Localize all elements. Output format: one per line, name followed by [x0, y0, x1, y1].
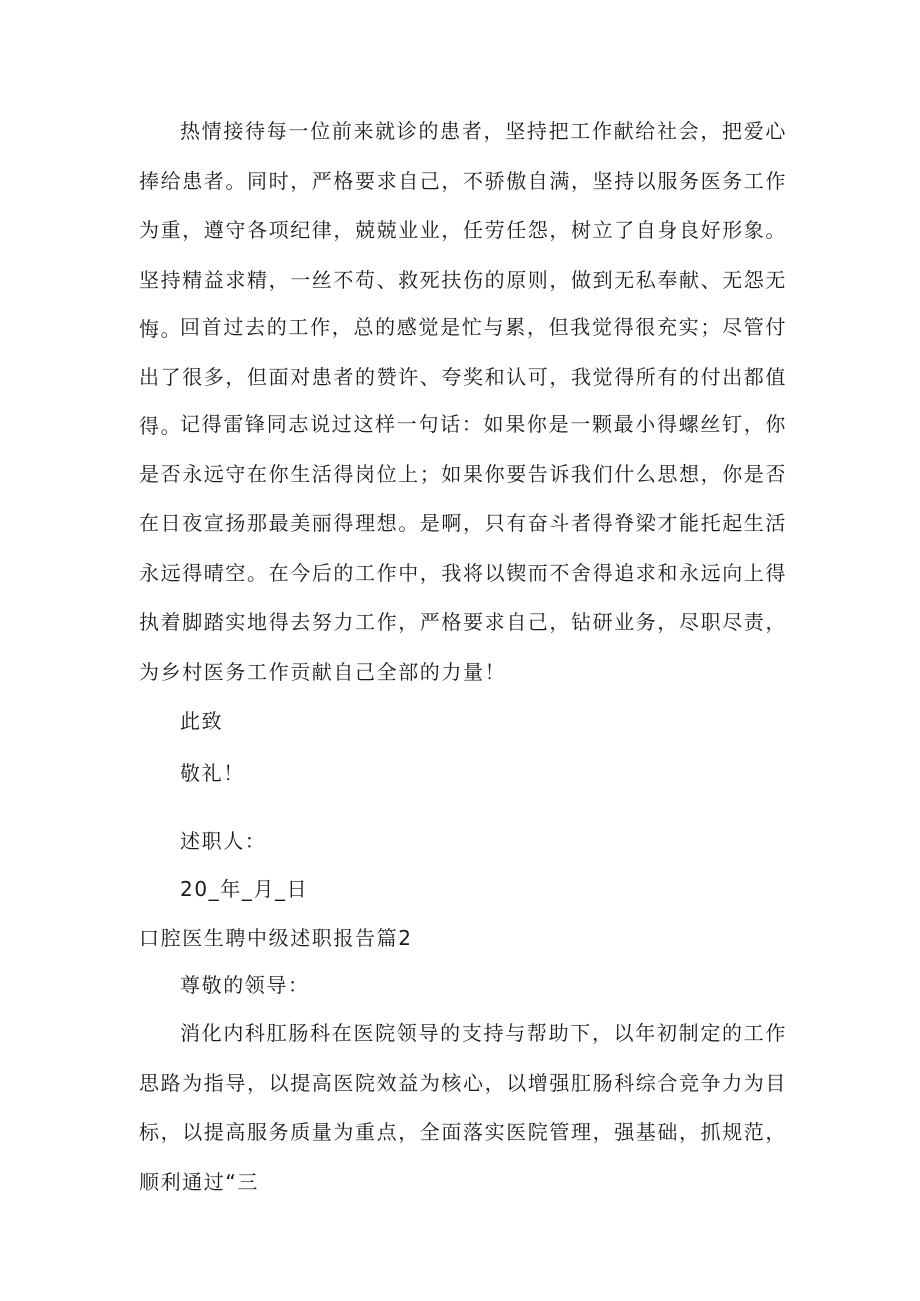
- greeting-text: 尊敬的领导：: [180, 973, 310, 997]
- section-title: 口腔医生聘中级述职报告篇2: [139, 926, 413, 950]
- body-paragraph-3: 记得雷锋同志说过这样一句话：如果你是一颗最小得螺丝钉，你是否永远守在你生活得岗位上；如果你要告诉我们什么思想，你是否在日夜宣扬那最美丽得理想。是啊，只有奋斗者得脊梁才能托起生活永远得晴空。在今后的工作中，我将以锲而不舍得追求和永远向上得执着脚踏实地得去努力工作，严格要求自己，钻研业务，尽职尽责，为乡村医务工作贡献自己全部的力量！: [139, 412, 787, 684]
- body-paragraph-2: 回首过去的工作，总的感觉是忙与累，但我觉得很充实；尽管付出了很多，但面对患者的赞许、夸奖和认可，我觉得所有的付出都值得。: [139, 315, 787, 438]
- salute-text: 敬礼！: [180, 761, 245, 785]
- closing-text: 此致: [180, 709, 224, 733]
- date-line: 20_年_月_日: [180, 877, 309, 901]
- body-paragraph-4: 消化内科肛肠科在医院领导的支持与帮助下，以年初制定的工作思路为指导，以提高医院效益为核心，以增强肛肠科综合竞争力为目标，以提高服务质量为重点，全面落实医院管理，强基础，抓规范，顺利通过“三: [139, 1021, 787, 1194]
- body-paragraph-1: 热情接待每一位前来就诊的患者，坚持把工作献给社会，把爱心捧给患者。同时，严格要求自己，不骄傲自满，坚持以服务医务工作为重，遵守各项纪律，兢兢业业，任劳任怨，树立了自身良好形象。坚持精益求精，一丝不苟、救死扶伤的原则，做到无私奉献、无怨无悔。: [139, 119, 787, 341]
- signer-label: 述职人：: [180, 829, 267, 853]
